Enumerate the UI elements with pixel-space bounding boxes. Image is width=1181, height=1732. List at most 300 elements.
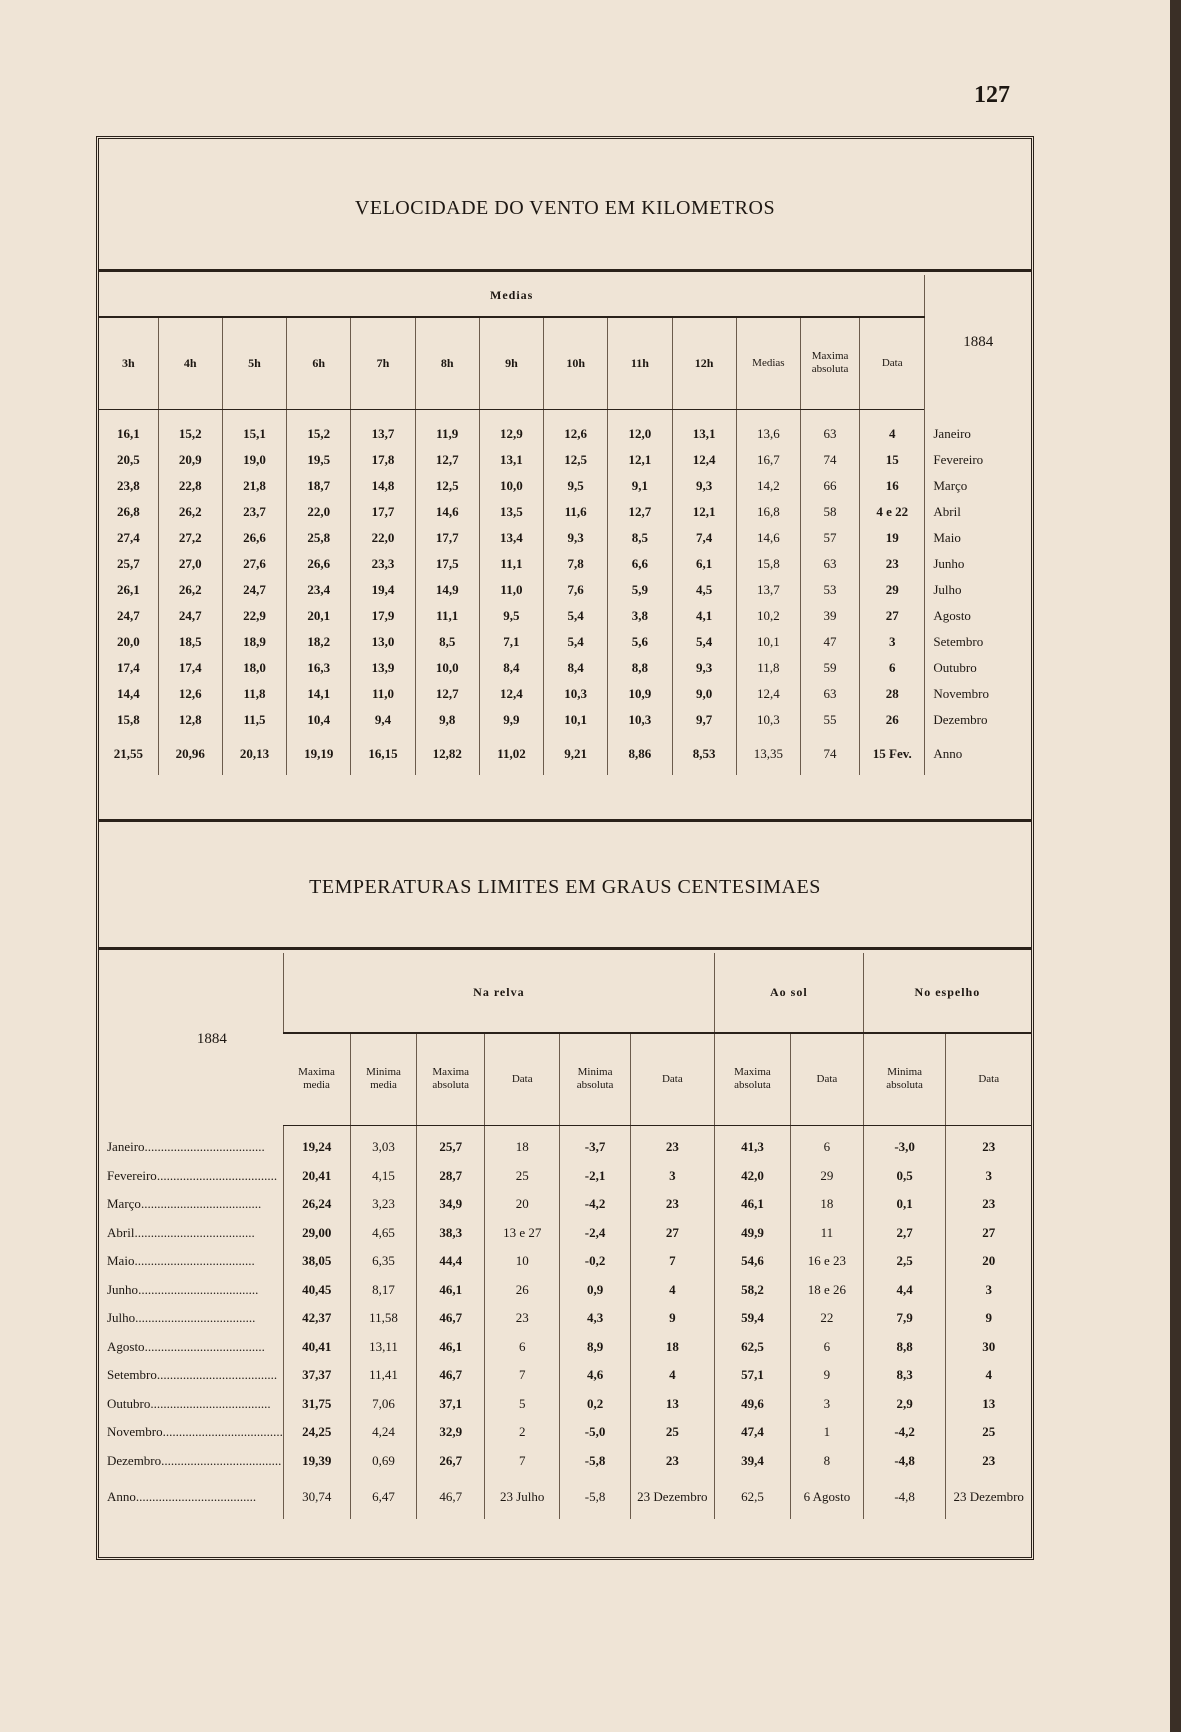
wind-cell: 14,6 — [415, 499, 479, 525]
temp-cell: 32,9 — [417, 1418, 485, 1447]
temp-cell: 46,7 — [417, 1361, 485, 1390]
wind-hour-header: 4h — [158, 317, 222, 409]
wind-maxima-header: Maxima absoluta — [800, 317, 859, 409]
spacer-cell — [158, 409, 222, 421]
temp-cell: 13 — [946, 1390, 1031, 1419]
temp-cell: 29,00 — [283, 1219, 350, 1248]
temp-cell: 42,37 — [283, 1304, 350, 1333]
wind-cell: 5,9 — [608, 577, 672, 603]
temp-cell: -4,8 — [863, 1447, 946, 1476]
wind-cell: 17,4 — [158, 655, 222, 681]
spacer-cell — [630, 1125, 714, 1133]
temp-cell: 23 — [630, 1190, 714, 1219]
wind-cell: 6 — [860, 655, 925, 681]
wind-month-label: Agosto — [925, 603, 1031, 629]
wind-cell: 20,9 — [158, 447, 222, 473]
wind-cell: 11,8 — [736, 655, 800, 681]
wind-cell: 20,96 — [158, 733, 222, 775]
temp-column-header: Maxima absoluta — [417, 1033, 485, 1125]
temp-cell: 20 — [485, 1190, 560, 1219]
wind-anno-row — [99, 733, 1031, 775]
temp-month-text: Agosto — [107, 1338, 145, 1354]
temp-month-label — [99, 1447, 283, 1476]
table-row — [99, 525, 1031, 551]
wind-cell: 9,4 — [351, 707, 415, 733]
temp-year-label: 1884 — [196, 1030, 227, 1047]
temp-cell: 4,3 — [560, 1304, 631, 1333]
temp-month-label — [99, 1276, 283, 1305]
wind-cell: 12,6 — [158, 681, 222, 707]
temp-cell: 0,9 — [560, 1276, 631, 1305]
table-row — [99, 1219, 1031, 1248]
wind-cell: 63 — [800, 551, 859, 577]
wind-cell: 8,4 — [544, 655, 608, 681]
temp-cell: 46,1 — [714, 1190, 790, 1219]
temp-cell: 30,74 — [283, 1475, 350, 1519]
temp-cell: 23 — [946, 1133, 1031, 1162]
temp-month-text: Fevereiro — [107, 1167, 157, 1183]
wind-cell: 4,5 — [672, 577, 736, 603]
wind-cell: 28 — [860, 681, 925, 707]
wind-cell: 20,1 — [287, 603, 351, 629]
wind-cell: 27,0 — [158, 551, 222, 577]
wind-hour-header: 8h — [415, 317, 479, 409]
temp-cell: 16 e 23 — [791, 1247, 864, 1276]
leader-dots — [145, 1139, 265, 1154]
wind-cell: 74 — [800, 447, 859, 473]
temp-cell: 29 — [791, 1162, 864, 1191]
wind-cell: 16,1 — [116, 426, 140, 441]
wind-cell: 17,5 — [415, 551, 479, 577]
temp-cell: 9 — [946, 1304, 1031, 1333]
temp-cell: 20 — [946, 1247, 1031, 1276]
temp-cell: 6,35 — [350, 1247, 417, 1276]
wind-cell: 17,7 — [351, 499, 415, 525]
temp-cell: 49,6 — [714, 1390, 790, 1419]
wind-cell: 21,55 — [113, 746, 143, 761]
wind-cell: 12,9 — [479, 421, 543, 447]
wind-cell: 13,6 — [736, 421, 800, 447]
table-row — [99, 655, 1031, 681]
wind-cell: 59 — [800, 655, 859, 681]
temp-cell: 0,1 — [863, 1190, 946, 1219]
wind-cell: 14,2 — [736, 473, 800, 499]
wind-cell: 53 — [800, 577, 859, 603]
temp-cell: 31,75 — [283, 1390, 350, 1419]
wind-cell: 20,0 — [116, 634, 140, 649]
temp-cell: 3 — [630, 1162, 714, 1191]
wind-month-label: Julho — [925, 577, 1031, 603]
spacer-cell — [479, 409, 543, 421]
wind-cell: 11,6 — [544, 499, 608, 525]
temp-cell: 4 — [946, 1361, 1031, 1390]
temp-month-label — [99, 1247, 283, 1276]
temp-cell: 18 — [630, 1333, 714, 1362]
temp-cell: 0,5 — [863, 1162, 946, 1191]
temp-cell: 18 e 26 — [791, 1276, 864, 1305]
wind-cell: 9,3 — [672, 473, 736, 499]
wind-cell: 12,5 — [415, 473, 479, 499]
wind-cell: 55 — [800, 707, 859, 733]
wind-cell: 17,7 — [415, 525, 479, 551]
temp-cell: -3,0 — [863, 1133, 946, 1162]
wind-cell: 18,2 — [287, 629, 351, 655]
temp-cell: 23 Dezembro — [946, 1475, 1031, 1519]
wind-cell: 13,4 — [479, 525, 543, 551]
spacer-cell — [736, 409, 800, 421]
temp-month-text: Janeiro — [107, 1139, 145, 1155]
temp-cell: 3,03 — [350, 1133, 417, 1162]
temp-cell: -4,8 — [863, 1475, 946, 1519]
spacer-cell — [800, 409, 859, 421]
book-spine — [1170, 0, 1181, 1732]
wind-hour-header: 5h — [222, 317, 286, 409]
temp-cell: 8,9 — [560, 1333, 631, 1362]
wind-cell: 5,4 — [544, 603, 608, 629]
temp-cell: 44,4 — [417, 1247, 485, 1276]
wind-cell: 26,6 — [287, 551, 351, 577]
spacer-cell — [860, 409, 925, 421]
leader-dots — [157, 1367, 277, 1382]
wind-cell: 10,9 — [608, 681, 672, 707]
temp-cell: 22 — [791, 1304, 864, 1333]
wind-cell: 10,2 — [736, 603, 800, 629]
wind-month-label: Janeiro — [925, 421, 1031, 447]
table-row — [99, 551, 1031, 577]
spacer-cell — [99, 1125, 283, 1133]
wind-cell: 4,1 — [672, 603, 736, 629]
wind-cell: 14,9 — [415, 577, 479, 603]
temp-cell: -2,4 — [560, 1219, 631, 1248]
wind-cell: 66 — [800, 473, 859, 499]
wind-cell: 12,0 — [608, 421, 672, 447]
wind-cell: 5,4 — [672, 629, 736, 655]
wind-hour-header: 6h — [287, 317, 351, 409]
temp-cell: 62,5 — [714, 1475, 790, 1519]
temp-cell: -5,0 — [560, 1418, 631, 1447]
wind-cell: 11,1 — [415, 603, 479, 629]
temp-cell: 37,1 — [417, 1390, 485, 1419]
temp-cell: -0,2 — [560, 1247, 631, 1276]
wind-cell: 8,4 — [479, 655, 543, 681]
temp-cell: -2,1 — [560, 1162, 631, 1191]
wind-cell: 15,2 — [158, 421, 222, 447]
wind-cell: 8,5 — [415, 629, 479, 655]
temp-cell: 26,24 — [283, 1190, 350, 1219]
temp-column-header: Data — [946, 1033, 1031, 1125]
temp-cell: 25 — [485, 1162, 560, 1191]
wind-cell: 12,1 — [608, 447, 672, 473]
table-row — [99, 1304, 1031, 1333]
temp-cell: 7 — [485, 1447, 560, 1476]
wind-cell: 15,8 — [736, 551, 800, 577]
temp-cell: 23 Julho — [485, 1475, 560, 1519]
wind-month-label: Dezembro — [925, 707, 1031, 733]
temp-cell: 7,06 — [350, 1390, 417, 1419]
temp-cell: 13 — [630, 1390, 714, 1419]
temp-month-label — [99, 1390, 283, 1419]
temp-column-header: Data — [630, 1033, 714, 1125]
temp-cell: 7 — [485, 1361, 560, 1390]
spacer-cell — [672, 409, 736, 421]
temp-cell: 11,58 — [350, 1304, 417, 1333]
wind-month-label: Anno — [925, 733, 1031, 775]
temp-month-label — [99, 1190, 283, 1219]
temp-cell: 4 — [630, 1361, 714, 1390]
table-row — [99, 1133, 1031, 1162]
temp-month-text: Setembro — [107, 1367, 157, 1383]
wind-month-label: Outubro — [925, 655, 1031, 681]
wind-cell: 11,1 — [479, 551, 543, 577]
page-number: 127 — [974, 82, 1010, 108]
temp-cell: 8,3 — [863, 1361, 946, 1390]
temp-cell: 10 — [485, 1247, 560, 1276]
wind-month-label: Junho — [925, 551, 1031, 577]
wind-cell: 26,1 — [116, 582, 140, 597]
wind-month-label: Março — [925, 473, 1031, 499]
temp-cell: 3,23 — [350, 1190, 417, 1219]
temp-month-text: Outubro — [107, 1395, 151, 1411]
temp-cell: 3 — [946, 1162, 1031, 1191]
temp-cell: 59,4 — [714, 1304, 790, 1333]
temp-cell: 38,3 — [417, 1219, 485, 1248]
leader-dots — [157, 1168, 277, 1183]
wind-cell: 8,5 — [608, 525, 672, 551]
temp-month-label — [99, 1219, 283, 1248]
temp-cell: 18 — [485, 1133, 560, 1162]
leader-dots — [136, 1489, 256, 1504]
temp-cell: 25,7 — [417, 1133, 485, 1162]
wind-hour-header: 11h — [608, 317, 672, 409]
wind-cell: 9,9 — [479, 707, 543, 733]
wind-cell: 57 — [800, 525, 859, 551]
wind-cell: 7,8 — [544, 551, 608, 577]
wind-cell: 22,9 — [222, 603, 286, 629]
temp-cell: 6 — [791, 1333, 864, 1362]
temp-cell: 46,1 — [417, 1276, 485, 1305]
temp-month-text: Março — [107, 1196, 141, 1212]
temp-cell: 41,3 — [714, 1133, 790, 1162]
spacer-cell — [415, 409, 479, 421]
wind-cell: 23,3 — [351, 551, 415, 577]
wind-cell: 10,4 — [287, 707, 351, 733]
temp-group-na-relva: Na relva — [283, 953, 714, 1033]
wind-cell: 10,3 — [736, 707, 800, 733]
wind-cell: 16 — [860, 473, 925, 499]
temp-cell: 39,4 — [714, 1447, 790, 1476]
wind-cell: 39 — [800, 603, 859, 629]
wind-cell: 23,8 — [116, 478, 140, 493]
wind-cell: 23 — [860, 551, 925, 577]
temp-column-header: Minima absoluta — [560, 1033, 631, 1125]
wind-cell: 12,4 — [672, 447, 736, 473]
wind-cell: 13,9 — [351, 655, 415, 681]
temp-cell: 23 — [485, 1304, 560, 1333]
table-row — [99, 1447, 1031, 1476]
temp-cell: 49,9 — [714, 1219, 790, 1248]
wind-cell: 27,4 — [116, 530, 140, 545]
wind-cell: 16,8 — [736, 499, 800, 525]
wind-cell: 8,8 — [608, 655, 672, 681]
wind-cell: 12,5 — [544, 447, 608, 473]
wind-cell: 20,13 — [222, 733, 286, 775]
temp-cell: 13,11 — [350, 1333, 417, 1362]
table-row — [99, 473, 1031, 499]
temp-month-label — [99, 1133, 283, 1162]
wind-cell: 11,02 — [479, 733, 543, 775]
spacer-cell — [99, 409, 158, 421]
wind-cell: 24,7 — [158, 603, 222, 629]
temp-cell: 25 — [630, 1418, 714, 1447]
temp-cell: 46,7 — [417, 1304, 485, 1333]
temp-cell: 11 — [791, 1219, 864, 1248]
wind-cell: 22,8 — [158, 473, 222, 499]
temp-cell: 58,2 — [714, 1276, 790, 1305]
temp-cell: 19,24 — [283, 1133, 350, 1162]
temp-month-text: Maio — [107, 1253, 135, 1269]
wind-cell: 23,7 — [222, 499, 286, 525]
wind-hour-header: 12h — [672, 317, 736, 409]
wind-hour-header: 9h — [479, 317, 543, 409]
temp-cell: 27 — [630, 1219, 714, 1248]
temp-month-label — [99, 1361, 283, 1390]
wind-cell: 23,4 — [287, 577, 351, 603]
wind-cell: 12,8 — [158, 707, 222, 733]
wind-cell: 4 — [860, 421, 925, 447]
wind-cell: 9,1 — [608, 473, 672, 499]
leader-dots — [134, 1225, 254, 1240]
spacer-cell — [544, 409, 608, 421]
wind-cell: 26,2 — [158, 499, 222, 525]
temp-cell: 38,05 — [283, 1247, 350, 1276]
temp-cell: 23 — [946, 1447, 1031, 1476]
wind-cell: 11,0 — [351, 681, 415, 707]
temp-cell: -4,2 — [863, 1418, 946, 1447]
temp-month-label — [99, 1475, 283, 1519]
temp-cell: 24,25 — [283, 1418, 350, 1447]
wind-cell: 9,5 — [479, 603, 543, 629]
temp-month-text: Novembro — [107, 1424, 163, 1440]
wind-cell: 26,8 — [116, 504, 140, 519]
wind-month-label: Maio — [925, 525, 1031, 551]
table-row — [99, 577, 1031, 603]
wind-cell: 27 — [860, 603, 925, 629]
wind-hour-header: 10h — [544, 317, 608, 409]
table-row — [99, 1333, 1031, 1362]
temp-month-text: Julho — [107, 1310, 136, 1326]
leader-dots — [135, 1310, 255, 1325]
wind-cell: 19,4 — [351, 577, 415, 603]
temp-month-label — [99, 1418, 283, 1447]
wind-cell: 7,4 — [672, 525, 736, 551]
wind-cell: 18,9 — [222, 629, 286, 655]
spacer-cell — [485, 1125, 560, 1133]
temp-cell: 20,41 — [283, 1162, 350, 1191]
temp-cell: 7,9 — [863, 1304, 946, 1333]
wind-cell: 13,35 — [736, 733, 800, 775]
temp-cell: 40,45 — [283, 1276, 350, 1305]
wind-cell: 25,7 — [116, 556, 140, 571]
wind-cell: 13,1 — [672, 421, 736, 447]
leader-dots — [138, 1282, 258, 1297]
temp-cell: 57,1 — [714, 1361, 790, 1390]
wind-cell: 13,0 — [351, 629, 415, 655]
wind-cell: 24,7 — [116, 608, 140, 623]
wind-hour-header: 7h — [351, 317, 415, 409]
leader-dots — [145, 1339, 265, 1354]
wind-cell: 19 — [860, 525, 925, 551]
wind-cell: 8,86 — [608, 733, 672, 775]
wind-cell: 26 — [860, 707, 925, 733]
wind-cell: 6,1 — [672, 551, 736, 577]
wind-cell: 27,6 — [222, 551, 286, 577]
wind-month-label: Novembro — [925, 681, 1031, 707]
wind-cell: 10,1 — [736, 629, 800, 655]
temp-cell: 13 e 27 — [485, 1219, 560, 1248]
wind-cell: 14,4 — [116, 686, 140, 701]
temp-cell: 9 — [630, 1304, 714, 1333]
wind-cell: 58 — [800, 499, 859, 525]
temp-cell: 0,69 — [350, 1447, 417, 1476]
wind-cell: 12,7 — [415, 447, 479, 473]
temp-month-label — [99, 1304, 283, 1333]
wind-cell: 15,2 — [287, 421, 351, 447]
wind-cell: 3,8 — [608, 603, 672, 629]
spacer-cell — [560, 1125, 631, 1133]
temp-cell: 1 — [791, 1418, 864, 1447]
divider — [99, 819, 1031, 822]
wind-cell: 12,7 — [415, 681, 479, 707]
wind-cell: 11,5 — [222, 707, 286, 733]
temp-cell: 2,9 — [863, 1390, 946, 1419]
wind-month-label: Abril — [925, 499, 1031, 525]
temp-cell: 42,0 — [714, 1162, 790, 1191]
temp-cell: 4,24 — [350, 1418, 417, 1447]
wind-cell: 12,6 — [544, 421, 608, 447]
leader-dots — [134, 1253, 254, 1268]
wind-cell: 16,7 — [736, 447, 800, 473]
temp-month-label — [99, 1162, 283, 1191]
wind-cell: 5,4 — [544, 629, 608, 655]
wind-cell: 9,3 — [672, 655, 736, 681]
wind-cell: 14,8 — [351, 473, 415, 499]
wind-cell: 6,6 — [608, 551, 672, 577]
temp-cell: 26,7 — [417, 1447, 485, 1476]
wind-cell: 17,9 — [351, 603, 415, 629]
wind-cell: 9,7 — [672, 707, 736, 733]
temp-cell: 30 — [946, 1333, 1031, 1362]
temp-cell: 6 — [485, 1333, 560, 1362]
wind-cell: 20,5 — [116, 452, 140, 467]
table-row — [99, 1390, 1031, 1419]
wind-cell: 14,6 — [736, 525, 800, 551]
table-row — [99, 681, 1031, 707]
temp-cell: 2 — [485, 1418, 560, 1447]
wind-cell: 10,3 — [544, 681, 608, 707]
temp-cell: 6 Agosto — [791, 1475, 864, 1519]
wind-cell: 10,0 — [415, 655, 479, 681]
wind-month-label: Fevereiro — [925, 447, 1031, 473]
temp-cell: 46,1 — [417, 1333, 485, 1362]
temp-cell: 28,7 — [417, 1162, 485, 1191]
temp-cell: 2,7 — [863, 1219, 946, 1248]
table-row — [99, 629, 1031, 655]
temp-column-header: Data — [485, 1033, 560, 1125]
wind-cell: 18,0 — [222, 655, 286, 681]
temp-table — [99, 953, 1031, 1519]
temp-cell: 8,8 — [863, 1333, 946, 1362]
wind-year-label: 1884 — [925, 275, 1031, 409]
